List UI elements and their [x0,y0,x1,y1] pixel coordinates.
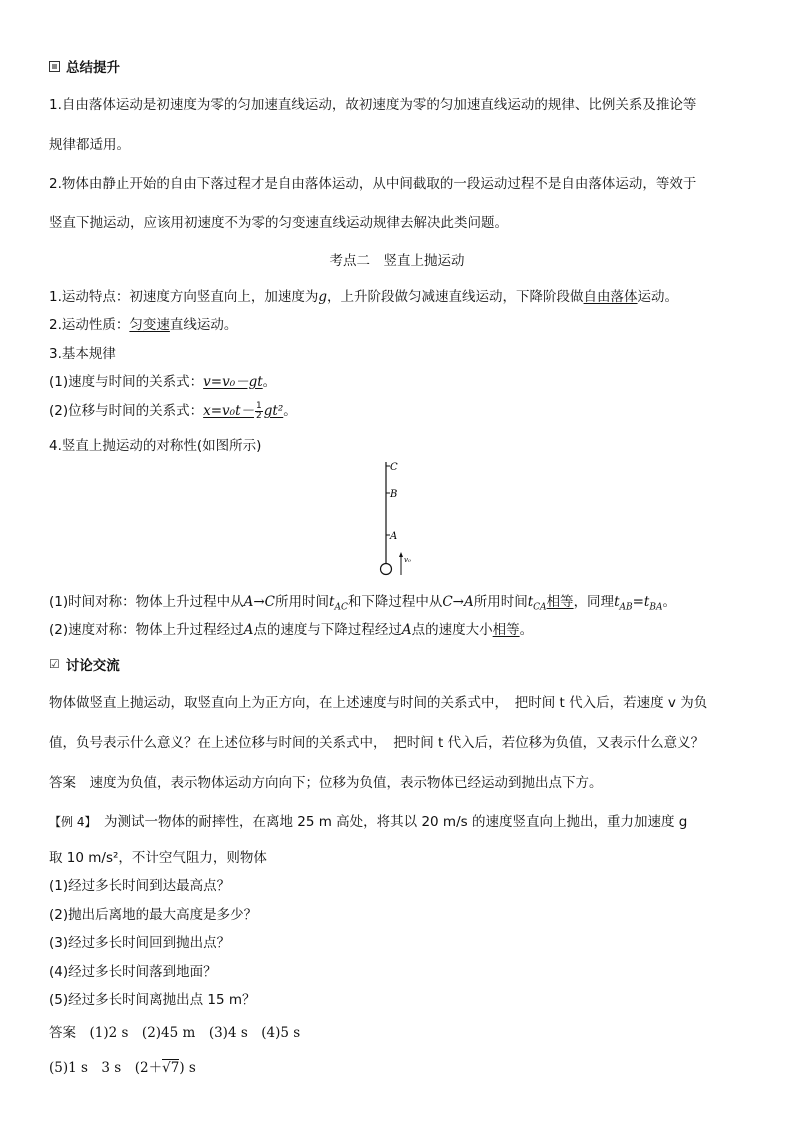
example-answer-line1: 答案 (1)2 s (2)45 m (3)4 s (4)5 s [49,1025,301,1041]
velocity-symmetry-line: (2)速度对称：物体上升过程经过A点的速度与下降过程经过A点的速度大小相等。 [49,622,534,638]
example-item: (1)经过多长时间到达最高点？ [49,878,231,894]
example-item: (5)经过多长时间离抛出点 15 m？ [49,992,256,1008]
summary-p2-line2: 竖直下抛运动，应该用初速度不为零的匀变速直线运动规律去解决此类问题。 [49,215,508,231]
discussion-p2: 值，负号表示什么意义？在上述位移与时间的关系式中， 把时间 t 代入后，若位移为负值，又表示什么意义？ [49,735,705,751]
example-q-line2: 取 10 m/s²，不计空气阻力，则物体 [49,850,267,866]
velocity-formula-line: (1)速度与时间的关系式：v=v₀－gt。 [49,374,277,390]
example-item: (4)经过多长时间落到地面？ [49,964,217,980]
v0-label: v₀ [404,556,411,564]
point-a-label: A [390,531,398,542]
point-b-label: B [390,489,398,500]
summary-p1-line2: 规律都适用。 [49,137,130,153]
motion-feature-line: 1.运动特点：初速度方向竖直向上，加速度为g，上升阶段做匀减速直线运动，下降阶段做自由落体运动。 [49,289,679,305]
discussion-answer: 答案 速度为负值，表示物体运动方向向下；位移为负值，表示物体已经运动到抛出点下方。 [49,775,603,791]
discussion-heading: ☑ 讨论交流 [49,657,120,674]
summary-heading: 总结提升 [49,56,120,76]
basic-law-line: 3.基本规律 [49,346,116,362]
discussion-p1: 物体做竖直上抛运动，取竖直向上为正方向，在上述速度与时间的关系式中， 把时间 t 代入后，若速度 v 为负 [49,695,708,711]
example-item: (2)抛出后离地的最大高度是多少？ [49,907,258,923]
motion-nature-line: 2.运动性质：匀变速直线运动。 [49,317,238,333]
pencil-icon: ☑ [49,657,60,671]
example-item: (3)经过多长时间回到抛出点？ [49,935,231,951]
point-c-label: C [390,462,398,473]
ball-circle [381,564,392,575]
section-title: 考点二 竖直上抛运动 [329,253,465,269]
vertical-throw-figure [370,458,430,580]
velocity-arrow [399,552,403,557]
summary-square-icon [49,61,60,72]
displacement-formula-line: (2)位移与时间的关系式：x=v₀t－ $\frac{1}{2}$ gt²。 [49,400,297,421]
symmetry-line: 4.竖直上抛运动的对称性(如图所示) [49,438,262,454]
example-q-line1: 【例 4】 为测试一物体的耐摔性，在离地 25 m 高处，将其以 20 m/s 的速度竖直向上抛出，重力加速度 g [49,814,688,830]
summary-p1-line1: 1.自由落体运动是初速度为零的匀加速直线运动，故初速度为零的匀加速直线运动的规律、比例关系及推论等 [49,97,697,113]
summary-p2-line1: 2.物体由静止开始的自由下落过程才是自由落体运动，从中间截取的一段运动过程不是自由落体运动，等效于 [49,176,697,192]
time-symmetry-line: (1)时间对称：物体上升过程中从A→C所用时间$t_{AC}$和下降过程中从C→A所用时间$t_{CA}$相等，同理$t_{AB}=t_{BA}$。 [49,594,676,613]
example-answer-line2: (5)1 s 3 s (2＋√7) s [49,1060,196,1076]
